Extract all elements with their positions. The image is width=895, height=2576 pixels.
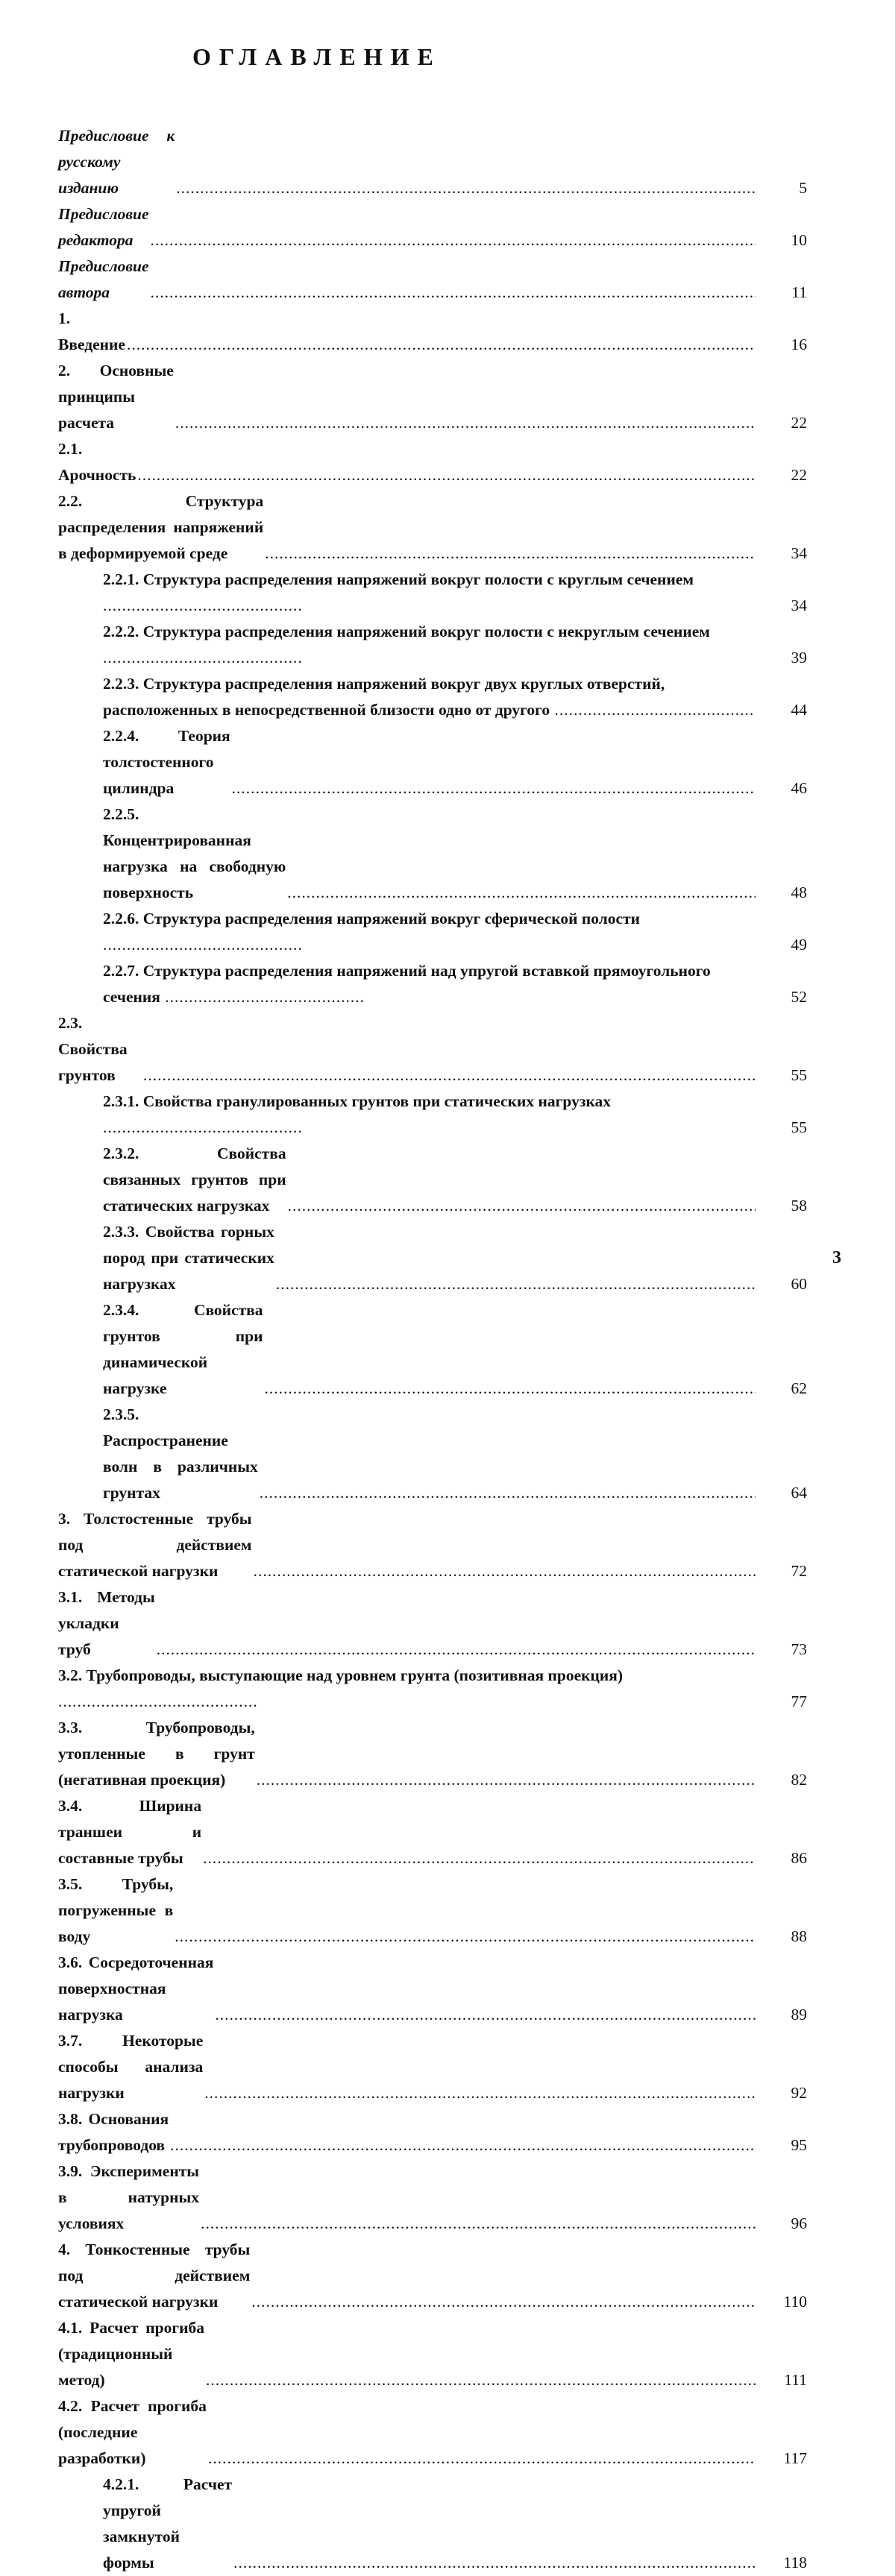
toc-entry	[58, 1663, 811, 1715]
toc-entry	[58, 123, 811, 201]
dot-leader	[175, 175, 756, 201]
toc-entry-page: 88	[791, 1927, 807, 1945]
dot-leader	[149, 280, 756, 306]
toc-entry-title: 4.2. Расчет прогиба (последние разработки)	[58, 2397, 207, 2467]
dot-leader	[169, 2132, 756, 2158]
toc-entry-page: 22	[791, 414, 807, 432]
dot-leader	[286, 880, 756, 906]
toc-entry-title: 3.1. Методы укладки труб	[58, 1588, 155, 1658]
toc-entry	[58, 723, 811, 802]
toc-entry	[58, 2315, 811, 2393]
toc-entry	[58, 1141, 811, 1219]
dot-leader	[174, 410, 756, 436]
toc-entry-title-wrap	[58, 2237, 756, 2315]
toc-entry-title-wrap	[58, 1506, 756, 1584]
toc-entry-title: 1. Введение	[58, 309, 125, 353]
dot-leader	[204, 2367, 756, 2393]
toc-entry	[58, 1506, 811, 1584]
toc-entry-title-wrap	[58, 2158, 756, 2237]
toc-entry-title-wrap	[58, 436, 756, 488]
toc-entry-title: 4. Тонкостенные трубы под действием статической нагрузки	[58, 2240, 251, 2311]
toc-entry-title: 3.2. Трубопроводы, выступающие над уровнем грунта (позитивная проекция)	[58, 1666, 624, 1684]
dot-leader: ..........................................	[103, 1118, 303, 1136]
toc-entry-title-wrap	[58, 1010, 756, 1089]
toc-entry-page: 64	[791, 1484, 807, 1502]
toc-entry-title: 3.9. Эксперименты в натурных условиях	[58, 2162, 200, 2232]
dot-leader: ..........................................	[550, 701, 755, 719]
toc-entry-title-wrap	[103, 723, 756, 802]
toc-entry-title-wrap	[103, 1402, 756, 1506]
toc-entry-title-wrap	[58, 1584, 756, 1663]
toc-entry	[58, 2237, 811, 2315]
toc-entry	[58, 2393, 811, 2472]
dot-leader: ..........................................	[58, 1692, 258, 1710]
toc-entry-page: 92	[791, 2084, 807, 2102]
dot-leader	[142, 1062, 756, 1089]
toc-entry-page: 34	[791, 596, 807, 614]
toc-entry-title-wrap	[58, 1950, 756, 2028]
toc-entry-page: 48	[791, 884, 807, 901]
toc-entry	[58, 358, 811, 436]
toc-entry-title: 3.6. Сосредоточенная поверхностная нагрузка	[58, 1953, 214, 2024]
toc-entry	[58, 1584, 811, 1663]
toc-entry-title: 2.3.1. Свойства гранулированных грунтов при статических нагрузках	[103, 1092, 612, 1110]
toc-entry-title: 2.2.7. Структура распределения напряжений над упругой вставкой прямоугольного сечения	[103, 962, 711, 1006]
toc-entry-title-wrap	[58, 1793, 756, 1871]
toc-entry-title-wrap	[58, 306, 756, 358]
toc-entry	[58, 1219, 811, 1297]
toc-entry-page: 55	[791, 1118, 807, 1136]
page-number: 3	[832, 1248, 841, 1267]
dot-leader	[199, 2211, 756, 2237]
toc-entry-page: 10	[791, 231, 807, 249]
toc-entry	[58, 1297, 811, 1402]
toc-entry	[58, 1950, 811, 2028]
dot-leader	[203, 2080, 756, 2106]
dot-leader	[252, 1558, 756, 1584]
toc-entry-page: 110	[783, 2293, 807, 2311]
toc-entry	[58, 1402, 811, 1506]
toc-entry-page: 58	[791, 1197, 807, 1215]
dot-leader	[207, 2446, 756, 2472]
toc-entry-title: 3. Толстостенные трубы под действием статической нагрузки	[58, 1510, 252, 1580]
dot-leader	[201, 1845, 756, 1871]
dot-leader: ..........................................	[103, 936, 303, 954]
toc-entry-page: 34	[791, 544, 807, 562]
toc-entry-page: 73	[791, 1640, 807, 1658]
toc-entry-page: 86	[791, 1849, 807, 1867]
toc-entry	[58, 1089, 811, 1141]
toc-entry-title-wrap	[58, 2028, 756, 2106]
dot-leader	[136, 462, 756, 488]
toc-entry-title: Предисловие редактора	[58, 205, 149, 249]
toc-entry-title-wrap	[58, 253, 756, 306]
toc-entry-title-wrap	[103, 2472, 756, 2576]
dot-leader	[258, 1480, 756, 1506]
toc-entry-title-wrap	[103, 906, 756, 958]
toc-entry	[58, 2106, 811, 2158]
toc-entry-title-wrap	[103, 1141, 756, 1219]
toc-entry	[58, 1871, 811, 1950]
toc-entry-page: 44	[791, 701, 807, 719]
toc-entry-page: 11	[791, 283, 807, 301]
toc-entry-title-wrap	[58, 1871, 756, 1950]
toc-entry-title: 3.4. Ширина траншеи и составные трубы	[58, 1797, 202, 1867]
dot-leader	[213, 2002, 756, 2028]
toc-entry-title-wrap	[103, 802, 756, 906]
toc-entry-title-wrap	[103, 1219, 756, 1297]
toc-entry-title: 3.8. Основания трубопроводов	[58, 2110, 169, 2154]
toc-entry-title-wrap	[103, 671, 756, 723]
dot-leader	[230, 775, 756, 802]
toc-entry-title: 2.3.4. Свойства грунтов при динамической нагрузке	[103, 1301, 263, 1397]
toc-entry	[58, 253, 811, 306]
toc-entry	[58, 671, 811, 723]
toc-entry-title: 3.3. Трубопроводы, утопленные в грунт (негативная проекция)	[58, 1719, 255, 1789]
toc-entry-page: 39	[791, 649, 807, 667]
toc-entry-title-wrap	[58, 123, 756, 201]
toc-entry-title-wrap	[58, 1663, 756, 1715]
toc-entry	[58, 619, 811, 671]
toc-entry-page: 16	[791, 336, 807, 353]
toc-entry	[58, 2472, 811, 2576]
toc-entry-title: 2.3.2. Свойства связанных грунтов при статических нагрузках	[103, 1144, 286, 1215]
toc-entry-title-wrap	[103, 958, 756, 1010]
dot-leader	[173, 1924, 756, 1950]
toc-entry-page: 117	[783, 2449, 807, 2467]
toc-entry-page: 55	[791, 1066, 807, 1084]
toc-entry-page: 72	[791, 1562, 807, 1580]
toc-entry-title: 3.5. Трубы, погруженные в воду	[58, 1875, 174, 1945]
dot-leader	[286, 1193, 756, 1219]
dot-leader	[232, 2550, 756, 2576]
toc-entry-title: 2.1. Арочность	[58, 440, 136, 484]
toc-entry	[58, 567, 811, 619]
dot-leader	[263, 1376, 756, 1402]
dot-leader: ..........................................	[103, 596, 303, 614]
toc-entry	[58, 958, 811, 1010]
toc-entry-title: 3.7. Некоторые способы анализа нагрузки	[58, 2032, 204, 2102]
toc-entry-title: 2.3.3. Свойства горных пород при статических нагрузках	[103, 1223, 274, 1293]
toc-entry-page: 22	[791, 466, 807, 484]
toc-entry-page: 111	[784, 2371, 807, 2389]
dot-leader	[255, 1767, 756, 1793]
toc-entry-title: 2.3.5. Распространение волн в различных грунтах	[103, 1405, 258, 1502]
toc-entry-page: 49	[791, 936, 807, 954]
dot-leader: ..........................................	[160, 988, 365, 1006]
dot-leader	[149, 227, 756, 253]
toc-entry-title: 2.3. Свойства грунтов	[58, 1014, 128, 1084]
toc-entry-title: Предисловие автора	[58, 257, 149, 301]
toc-entry-page: 46	[791, 779, 807, 797]
toc-entry	[58, 201, 811, 253]
toc-entry	[58, 436, 811, 488]
toc-entry-title-wrap	[58, 2106, 756, 2158]
toc-entry	[58, 802, 811, 906]
toc-entry-page: 96	[791, 2214, 807, 2232]
toc-entry-page: 52	[791, 988, 807, 1006]
toc-entry-page: 89	[791, 2006, 807, 2024]
toc-entry-title: 2.2.6. Структура распределения напряжений вокруг сферической полости	[103, 910, 641, 928]
toc-entry-title-wrap	[58, 1715, 756, 1793]
toc-entry-title-wrap	[103, 1297, 756, 1402]
table-of-contents	[58, 123, 811, 2576]
toc-entry-page: 5	[799, 179, 807, 197]
toc-entry-title-wrap	[58, 2393, 756, 2472]
toc-entry-page: 60	[791, 1275, 807, 1293]
dot-leader	[274, 1271, 756, 1297]
toc-entry-title: 2.2. Структура распределения напряжений в деформируемой среде	[58, 492, 264, 562]
toc-entry	[58, 488, 811, 567]
toc-entry-title: Предисловие к русскому изданию	[58, 127, 175, 197]
toc-entry-title-wrap	[58, 201, 756, 253]
toc-entry-page: 62	[791, 1379, 807, 1397]
toc-entry-page: 95	[791, 2136, 807, 2154]
toc-entry-page: 118	[783, 2554, 807, 2572]
toc-entry	[58, 1010, 811, 1089]
page-title: ОГЛАВЛЕНИЕ	[192, 43, 442, 70]
toc-entry-page: 77	[791, 1692, 807, 1710]
toc-entry-title: 2.2.3. Структура распределения напряжений вокруг двух круглых отверстий, расположенных в непосредственной близости одно от другого	[103, 675, 665, 719]
toc-entry-title: 2. Основные принципы расчета	[58, 362, 174, 432]
toc-entry	[58, 1715, 811, 1793]
toc-entry-title: 4.1. Расчет прогиба (традиционный метод)	[58, 2319, 205, 2389]
toc-entry	[58, 2158, 811, 2237]
toc-entry-page: 82	[791, 1771, 807, 1789]
toc-entry-title-wrap	[103, 619, 756, 671]
toc-entry	[58, 2028, 811, 2106]
toc-entry-title: 2.2.1. Структура распределения напряжений вокруг полости с круглым сечением	[103, 570, 694, 588]
dot-leader	[155, 1637, 756, 1663]
toc-entry-title: 2.2.2. Структура распределения напряжений вокруг полости с некруглым сечением	[103, 623, 710, 640]
toc-entry-title-wrap	[103, 567, 756, 619]
toc-entry-title-wrap	[103, 1089, 756, 1141]
dot-leader	[263, 541, 756, 567]
dot-leader	[125, 332, 756, 358]
toc-entry	[58, 906, 811, 958]
toc-entry-title: 4.2.1. Расчет упругой замкнутой формы	[103, 2475, 233, 2572]
dot-leader	[250, 2289, 756, 2315]
toc-entry-title-wrap	[58, 2315, 756, 2393]
toc-entry-title: 2.2.4. Теория толстостенного цилиндра	[103, 727, 230, 797]
toc-entry	[58, 1793, 811, 1871]
toc-entry	[58, 306, 811, 358]
toc-entry-title-wrap	[58, 488, 756, 567]
toc-entry-title-wrap	[58, 358, 756, 436]
dot-leader: ..........................................	[103, 649, 303, 667]
toc-entry-title: 2.2.5. Концентрированная нагрузка на свободную поверхность	[103, 805, 286, 901]
